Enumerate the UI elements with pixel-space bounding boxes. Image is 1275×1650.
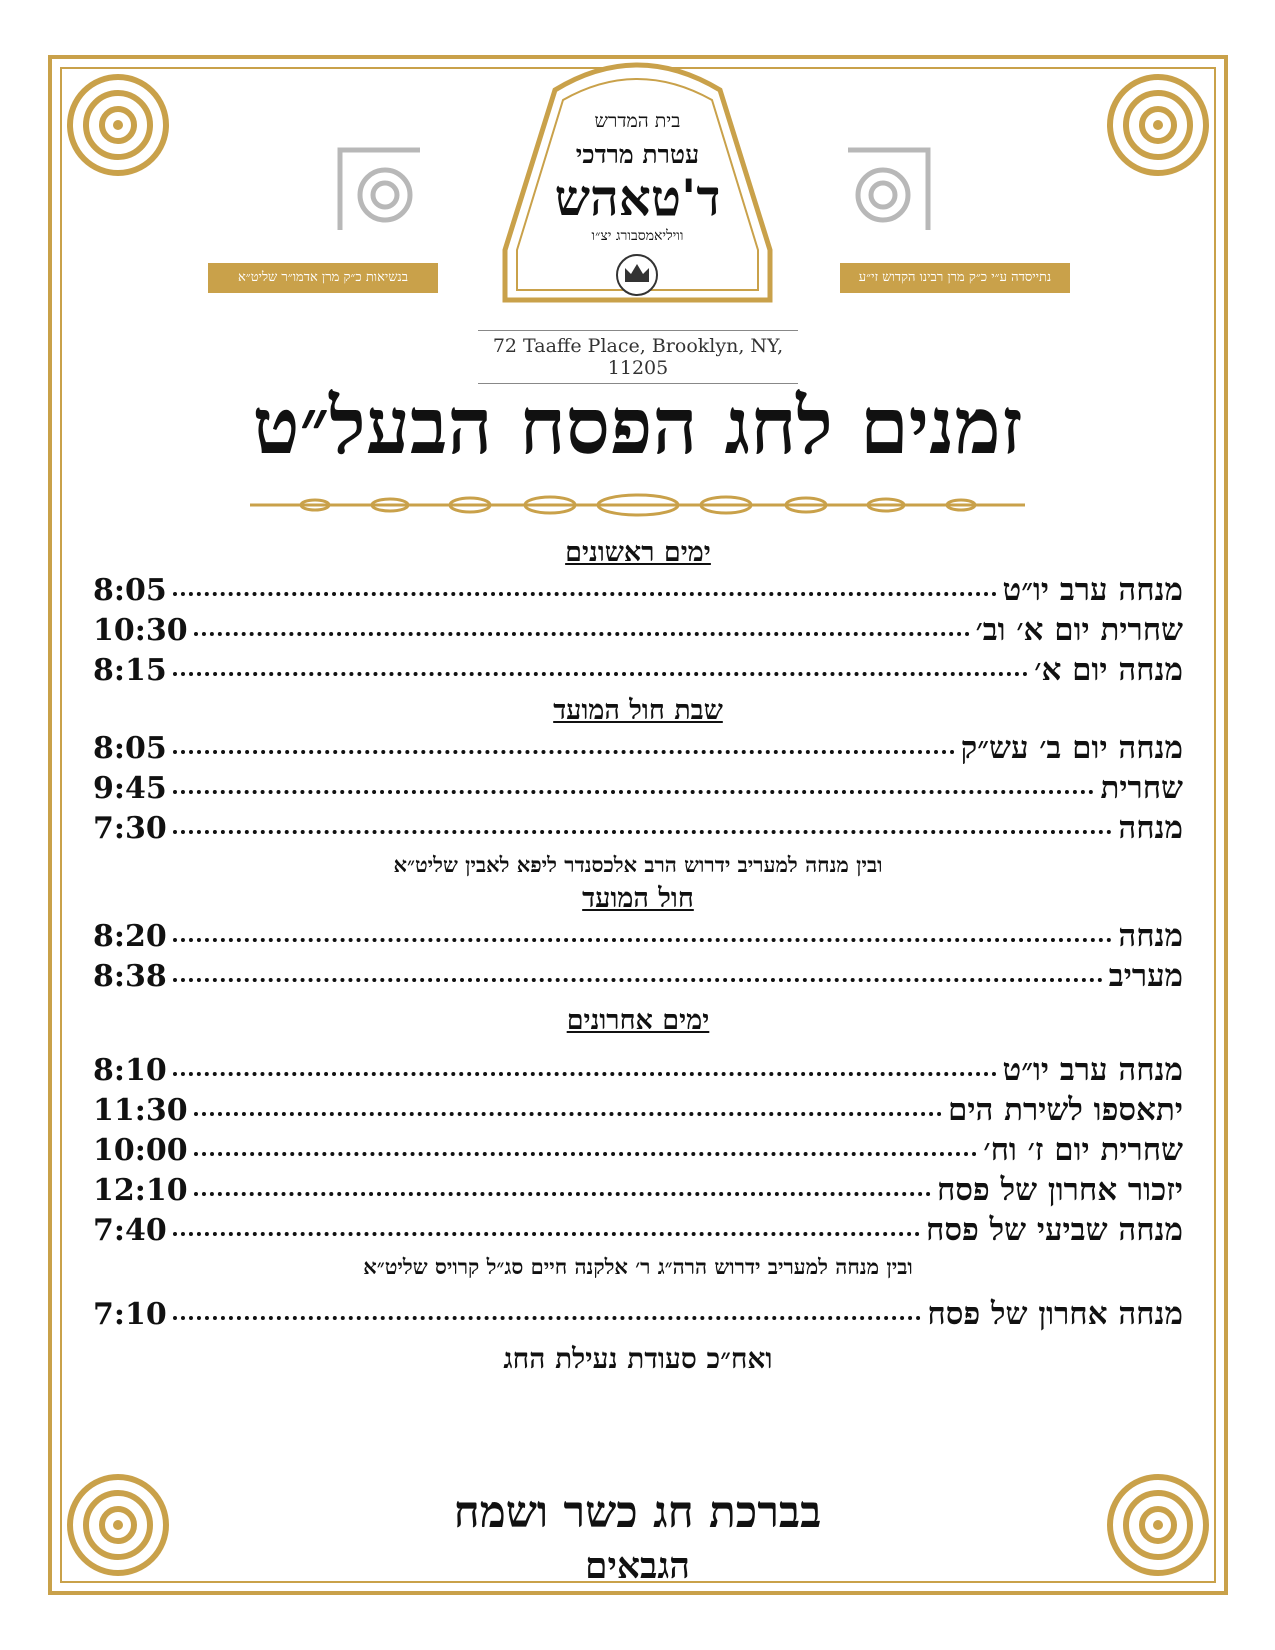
row-label: מנחה שביעי של פסח (926, 1212, 1183, 1248)
schedule-row (93, 918, 1183, 958)
decorative-divider (250, 490, 1025, 520)
row-time: 7:40 (93, 1213, 167, 1248)
row-label: מעריב (1108, 958, 1183, 994)
row-time: 12:10 (93, 1173, 188, 1208)
schedule (93, 534, 1183, 1382)
row-label: מנחה ערב יו״ט (1002, 1052, 1183, 1088)
leader-dots (173, 1072, 997, 1076)
row-label: מנחה (1118, 918, 1183, 954)
schedule-row (93, 810, 1183, 850)
schedule-row (93, 1296, 1183, 1336)
row-label: מנחה ערב יו״ט (1002, 572, 1183, 608)
row-label: שחרית יום א׳ וב׳ (975, 612, 1183, 648)
row-time: 10:30 (93, 613, 188, 648)
row-label: יזכור אחרון של פסח (936, 1172, 1183, 1208)
row-time: 7:10 (93, 1297, 167, 1332)
schedule-row (93, 572, 1183, 612)
leader-dots (194, 1112, 942, 1116)
row-label: יתאספו לשירת הים (948, 1092, 1183, 1128)
row-time: 10:00 (93, 1133, 188, 1168)
row-time: 11:30 (93, 1093, 188, 1128)
section-heading-first-days: ימים ראשונים (565, 537, 711, 568)
section-heading-chol-hamoed: חול המועד (582, 883, 694, 914)
leader-dots (173, 592, 997, 596)
section-heading-shabbos-chol-hamoed: שבת חול המועד (553, 695, 723, 726)
schedule-row (93, 652, 1183, 692)
row-time: 8:10 (93, 1053, 167, 1088)
closing-line: ואח״כ סעודת נעילת החג (503, 1342, 773, 1375)
schedule-row (93, 1132, 1183, 1172)
schedule-row (93, 1212, 1183, 1252)
row-label: מנחה יום א׳ (1034, 652, 1183, 688)
leader-dots (173, 1316, 922, 1320)
row-label: שחרית יום ז׳ וח׳ (983, 1132, 1183, 1168)
row-time: 8:05 (93, 573, 167, 608)
schedule-row (93, 770, 1183, 810)
section-heading-last-days: ימים אחרונים (566, 1005, 710, 1036)
leader-dots (173, 750, 955, 754)
schedule-row (93, 730, 1183, 770)
leader-dots (194, 1152, 978, 1156)
leader-dots (173, 672, 1029, 676)
row-time: 8:15 (93, 653, 167, 688)
leader-dots (173, 1232, 920, 1236)
leader-dots (173, 790, 1095, 794)
row-label: מנחה אחרון של פסח (927, 1296, 1183, 1332)
leader-dots (194, 632, 970, 636)
side-ornament-left (330, 140, 430, 240)
logo-text-beis-medrash: בית המדרש (594, 110, 681, 132)
logo-text-williamsburg: וויליאמסבורג יצ״ו (591, 228, 684, 244)
banner-right: נתייסדה ע״י כ״ק מרן רבינו הקדוש זי״ע (840, 263, 1070, 293)
logo-text-ateres-mordechai: עטרת מרדכי (575, 140, 700, 169)
leader-dots (173, 938, 1113, 942)
leader-dots (194, 1192, 931, 1196)
banner-left: בנשיאות כ״ק מרן אדמו״ר שליט״א (208, 263, 438, 293)
corner-ornament-top-right (1088, 55, 1228, 195)
row-time: 8:38 (93, 959, 167, 994)
drasha-note: ובין מנחה למעריב ידרוש הרה״ג ר׳ אלקנה חיים סג״ל קרויס שליט״א (363, 1254, 913, 1279)
leader-dots (173, 830, 1113, 834)
signoff: הגבאים (585, 1545, 690, 1587)
schedule-row (93, 1052, 1183, 1092)
blessing: בברכת חג כשר ושמח (453, 1487, 822, 1538)
row-label: מנחה (1118, 810, 1183, 846)
drasha-note: ובין מנחה למעריב ידרוש הרב אלכסנדר ליפא לאבין שליט״א (393, 852, 883, 877)
row-time: 8:20 (93, 919, 167, 954)
row-time: 9:45 (93, 771, 167, 806)
schedule-row (93, 612, 1183, 652)
corner-ornament-top-left (48, 55, 188, 195)
schedule-row (93, 958, 1183, 998)
schedule-row (93, 1172, 1183, 1212)
page-title: זמנים לחג הפסח הבעל״ט (252, 381, 1023, 472)
schedule-row (93, 1092, 1183, 1132)
row-label: מנחה יום ב׳ עש״ק (960, 730, 1183, 766)
row-label: שחרית (1100, 770, 1183, 806)
leader-dots (173, 978, 1103, 982)
side-ornament-right (838, 140, 938, 240)
row-time: 7:30 (93, 811, 167, 846)
address: 72 Taaffe Place, Brooklyn, NY, 11205 (478, 330, 798, 384)
row-time: 8:05 (93, 731, 167, 766)
logo-text-tosh: ד'טאהש (554, 168, 721, 227)
